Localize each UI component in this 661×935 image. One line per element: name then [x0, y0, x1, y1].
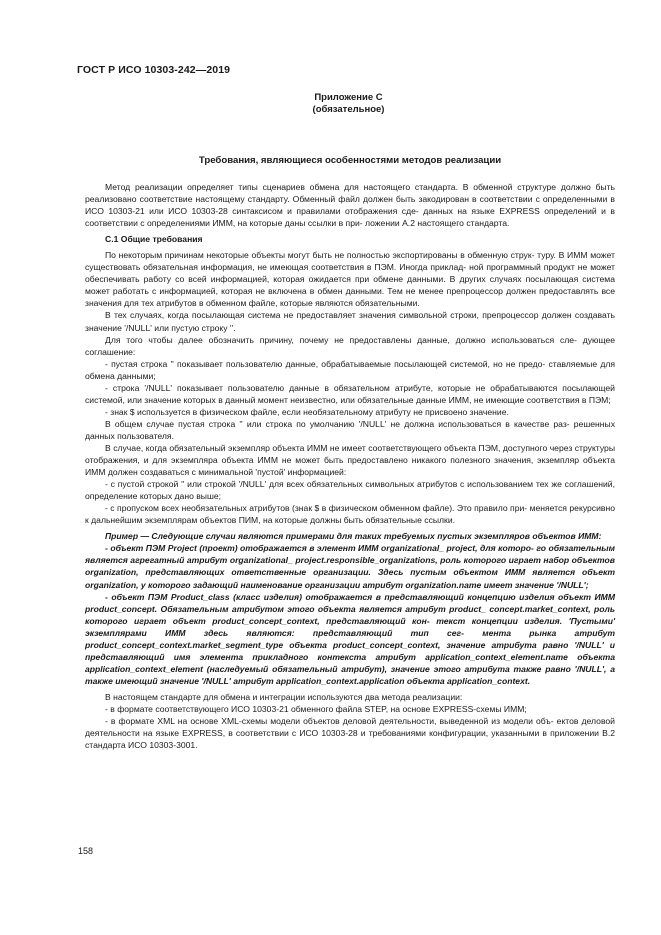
list-item: - в формате соответствующего ИСО 10303-21 обменного файла STEP, на основе EXPRESS-схемы ИММ; [105, 703, 527, 714]
subsection-heading: С.1 Общие требования [105, 234, 203, 245]
example-item: - объект ПЭМ Product_class (класс изделия) отображается в представляющий концепцию изделия объект ИММ product_concept. Обязательным атрибутом этого объекта является атрибут product_ concept.market_context, роль которого играет объект product_concept_context, представляющий кон- текст концепции изделия. 'Пустыми' экземплярами ИММ здесь являются: представляющий тип сег- мента рынка атрибут product_concept_context.market_segment_type объекта product_concept_context, значение атрибута равно '/NULL' и представляющий имя элемента прикладного контекста атрибут application_context_element.name объекта application_context_element (наследуемый обязательный атрибут), значение этого атрибута также равно '/NULL', а также имеющий значение '/NULL' атрибут application_context.application объекта application_context. [85, 591, 615, 686]
example-intro: Пример — Следующие случаи являются примерами для таких требуемых пустых экземпляров объектов ИММ: [105, 531, 602, 542]
page-number: 158 [78, 846, 94, 856]
paragraph: Для того чтобы далее обозначить причину, почему не предоставлены данные, должно использоваться сле- дующее соглашение: [85, 334, 615, 357]
section-title: Требования, являющиеся особенностями методов реализации [198, 155, 502, 166]
paragraph: В настоящем стандарте для обмена и интеграции используются два метода реализации: [105, 691, 463, 702]
paragraph: В общем случае пустая строка '' или строка по умолчанию '/NULL' не должна использоваться в качестве раз- решенных данных пользователя. [85, 418, 615, 441]
paragraph: По некоторым причинам некоторые объекты могут быть не полностью экспортированы в обменную струк- туру. В ИММ может существовать обязательная информация, не имеющая соответствия в ПЭМ. Иногда приклад- ной программный продукт не может обеспечивать работу со всей информацией, которая ожидается при обмене данными. В других случаях посылающая система может работать с информацией, которая не включена в обмен данными. Тем не менее препроцессор должен предоставлять все значения для тех атрибутов в обменном файле, которые являются обязательными. [85, 250, 615, 309]
list-item: - знак $ используется в физическом файле, если необязательному атрибуту не присвоено значение. [105, 406, 509, 417]
paragraph: Метод реализации определяет типы сценариев обмена для настоящего стандарта. В обменной структуре должно быть реализовано соответствие настоящему стандарту. Обменный файл должен быть закодирован в соответствии с определенными в ИСО 10303-21 или ИСО 10303-28 синтаксисом и правилами отображения сде- данных на языке EXPRESS определений и в соответствии с определениями ИММ, на которые даны ссылки в при- ложении А.2 настоящего стандарта. [85, 182, 615, 229]
body-text [85, 181, 615, 751]
list-item: - в формате XML на основе XML-схемы модели объектов деловой деятельности, выведенной из модели объ- ектов деловой деятельности на языке EXPRESS, в соответствии с ИСО 10303-28 и требованиями конфигурации, указанными в приложении В.2 стандарта ИСО 10303-3001. [85, 716, 615, 751]
paragraph: В случае, когда обязательный экземпляр объекта ИММ не имеет соответствующего объекта ПЭМ, доступного через структуры отображения, и для экземпляра объекта ИММ не может быть предоставлено никакого полезного значения, экземпляр объекта ИММ должен создаваться с минимальной 'пустой' информацией: [85, 442, 615, 478]
paragraph: В тех случаях, когда посылающая система не предоставляет значения символьной строки, препроцессор должен создавать значение '/NULL' или пустую строку ''. [85, 310, 615, 333]
example-item: - объект ПЭМ Project (проект) отображается в элемент ИММ organizational_ project, для которо- го обязательным является агрегатный атрибут organizational_ project.responsible_organizations, роль которого играет набор объектов organization, представляющих ответственные организации. Здесь пустым объектом ИММ является объект organization, у которого задающий наименование организации атрибут organization.name имеет значение '/NULL'; [85, 543, 615, 590]
appendix-status: (обязательное) [312, 104, 385, 115]
appendix-label: Приложение С [314, 92, 383, 103]
list-item: - пустая строка '' показывает пользователю данные, обрабатываемые посылающей системой, но не предо- ставляемые для обмена данными; [85, 358, 615, 381]
list-item: - строка '/NULL' показывает пользователю данные в обязательном атрибуте, которые не обрабатываются посылающей системой, или значение которых в данный момент неизвестно, или обязательные данные ИММ, не имеющие соответствия в ПЭМ; [85, 382, 615, 405]
list-item: - с пропуском всех необязательных атрибутов (знак $ в физическом обменном файле). Это правило при- меняется рекурсивно к дальнейшим экземплярам объектов ПИМ, на которые должны быть обязательные ссылки. [85, 503, 615, 526]
list-item: - с пустой строкой '' или строкой '/NULL' для всех обязательных символьных атрибутов с использованием тех же соглашений, определение которых дано выше; [85, 479, 615, 502]
document-header: ГОСТ Р ИСО 10303-242—2019 [77, 64, 231, 76]
appendix-heading [0, 92, 661, 116]
